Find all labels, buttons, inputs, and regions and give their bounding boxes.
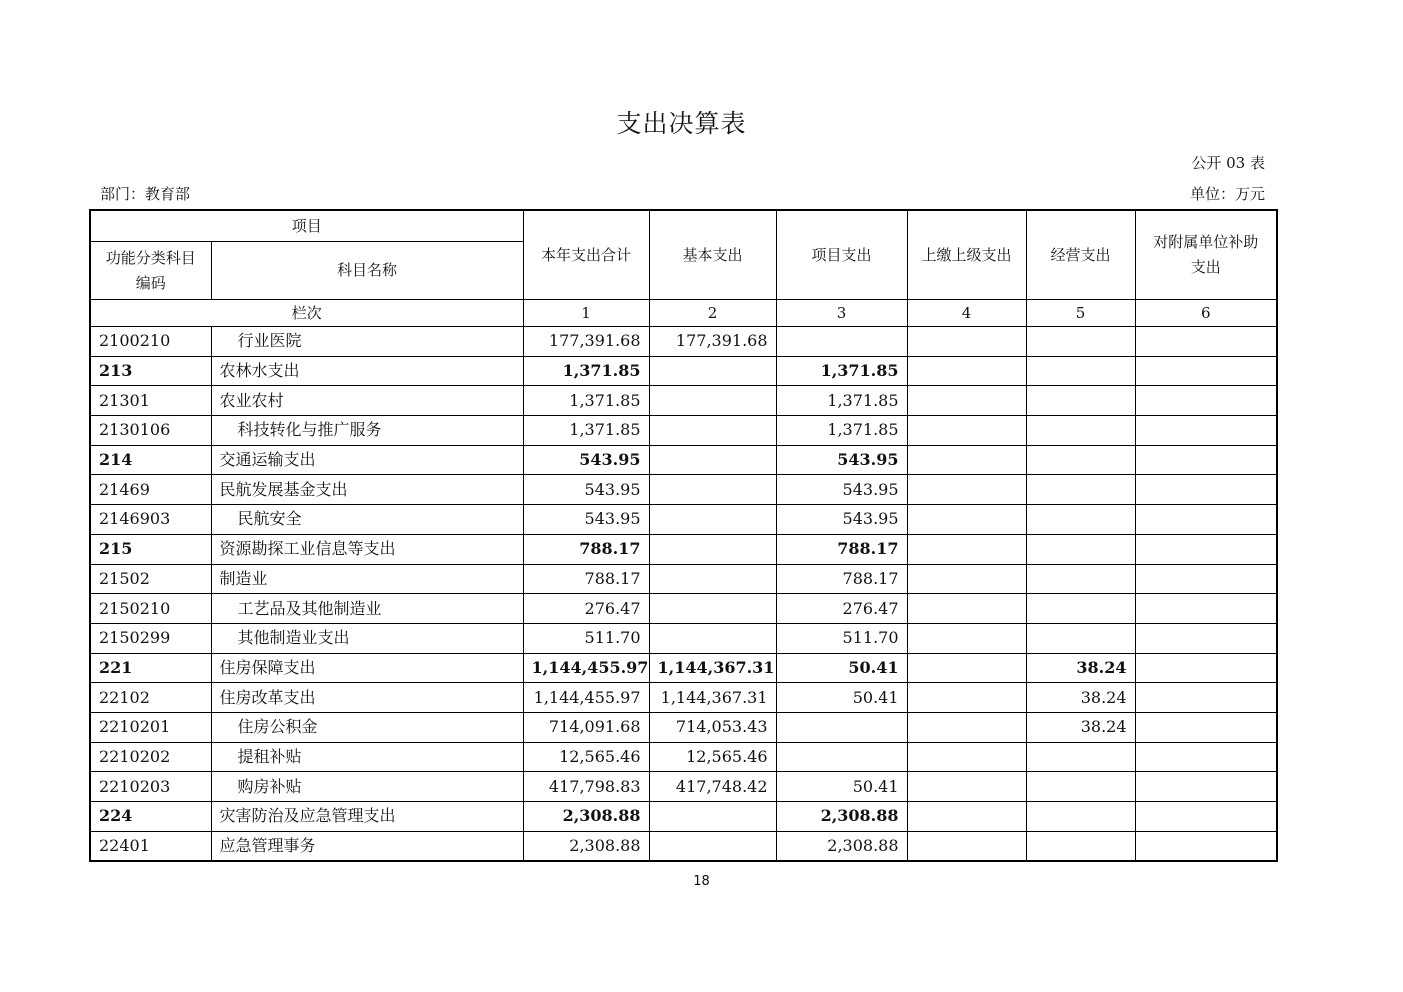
table-row (90, 475, 1277, 505)
row-value-v4 (907, 594, 1026, 624)
row-value-v1: 1,371.85 (523, 416, 649, 446)
row-value-v2: 12,565.46 (649, 742, 776, 772)
row-value-v6 (1135, 505, 1277, 535)
row-code: 2150299 (90, 623, 211, 653)
row-value-v5 (1026, 534, 1135, 564)
row-value-v1: 177,391.68 (523, 327, 649, 357)
row-value-v2 (649, 505, 776, 535)
row-value-v4 (907, 445, 1026, 475)
row-value-v1: 1,144,455.97 (523, 653, 649, 683)
row-value-v3 (776, 712, 907, 742)
row-code: 2130106 (90, 416, 211, 446)
row-name: 住房公积金 (211, 712, 523, 742)
row-value-v2 (649, 386, 776, 416)
row-value-v5 (1026, 742, 1135, 772)
row-value-v6 (1135, 445, 1277, 475)
row-value-v4 (907, 742, 1026, 772)
row-value-v2 (649, 356, 776, 386)
row-value-v1: 788.17 (523, 564, 649, 594)
row-code: 2210203 (90, 772, 211, 802)
row-value-v6 (1135, 416, 1277, 446)
row-value-v5 (1026, 831, 1135, 861)
row-value-v3: 1,371.85 (776, 416, 907, 446)
row-value-v1: 276.47 (523, 594, 649, 624)
row-value-v3: 543.95 (776, 475, 907, 505)
row-value-v3 (776, 742, 907, 772)
row-value-v6 (1135, 831, 1277, 861)
row-value-v5 (1026, 416, 1135, 446)
row-value-v6 (1135, 386, 1277, 416)
row-code: 214 (90, 445, 211, 475)
row-value-v2: 417,748.42 (649, 772, 776, 802)
row-value-v3: 2,308.88 (776, 831, 907, 861)
row-value-v6 (1135, 327, 1277, 357)
row-value-v5: 38.24 (1026, 712, 1135, 742)
row-value-v4 (907, 623, 1026, 653)
row-value-v1: 511.70 (523, 623, 649, 653)
row-value-v2: 1,144,367.31 (649, 683, 776, 713)
row-value-v6 (1135, 594, 1277, 624)
row-value-v4 (907, 534, 1026, 564)
table-row (90, 683, 1277, 713)
row-value-v3: 543.95 (776, 505, 907, 535)
row-value-v1: 2,308.88 (523, 831, 649, 861)
header-col-basic: 基本支出 (649, 210, 776, 300)
row-value-v4 (907, 356, 1026, 386)
row-value-v6 (1135, 475, 1277, 505)
row-value-v6 (1135, 712, 1277, 742)
row-value-v2 (649, 475, 776, 505)
row-value-v3: 788.17 (776, 564, 907, 594)
row-name: 购房补贴 (211, 772, 523, 802)
row-value-v5 (1026, 386, 1135, 416)
row-name: 行业医院 (211, 327, 523, 357)
header-col-number: 6 (1135, 300, 1277, 327)
table-row (90, 564, 1277, 594)
row-value-v4 (907, 802, 1026, 832)
row-name: 其他制造业支出 (211, 623, 523, 653)
row-name: 民航发展基金支出 (211, 475, 523, 505)
header-name: 科目名称 (211, 242, 523, 300)
form-number: 公开 03 表 (1191, 154, 1265, 172)
row-value-v6 (1135, 356, 1277, 386)
table-row (90, 445, 1277, 475)
header-row-1 (90, 210, 1277, 242)
row-code: 215 (90, 534, 211, 564)
table-row (90, 327, 1277, 357)
header-col-number: 4 (907, 300, 1026, 327)
row-value-v2 (649, 564, 776, 594)
row-value-v1: 543.95 (523, 475, 649, 505)
row-value-v5 (1026, 623, 1135, 653)
row-value-v4 (907, 772, 1026, 802)
row-value-v5 (1026, 564, 1135, 594)
row-name: 住房改革支出 (211, 683, 523, 713)
row-name: 应急管理事务 (211, 831, 523, 861)
row-value-v2 (649, 594, 776, 624)
row-code: 22102 (90, 683, 211, 713)
row-value-v5: 38.24 (1026, 683, 1135, 713)
row-value-v6 (1135, 623, 1277, 653)
header-col-index-label: 栏次 (90, 300, 523, 327)
row-code: 2146903 (90, 505, 211, 535)
row-code: 213 (90, 356, 211, 386)
row-name: 资源勘探工业信息等支出 (211, 534, 523, 564)
row-name: 农业农村 (211, 386, 523, 416)
row-name: 民航安全 (211, 505, 523, 535)
row-value-v1: 1,144,455.97 (523, 683, 649, 713)
department-label: 部门：教育部 (100, 185, 191, 203)
row-value-v5 (1026, 445, 1135, 475)
row-code: 221 (90, 653, 211, 683)
row-value-v3: 50.41 (776, 683, 907, 713)
row-code: 2150210 (90, 594, 211, 624)
row-value-v3: 50.41 (776, 653, 907, 683)
row-value-v1: 1,371.85 (523, 356, 649, 386)
row-value-v3 (776, 327, 907, 357)
row-value-v6 (1135, 683, 1277, 713)
table-row (90, 505, 1277, 535)
row-value-v1: 714,091.68 (523, 712, 649, 742)
row-value-v1: 417,798.83 (523, 772, 649, 802)
row-value-v6 (1135, 802, 1277, 832)
row-code: 21301 (90, 386, 211, 416)
row-value-v6 (1135, 772, 1277, 802)
row-code: 2210202 (90, 742, 211, 772)
row-value-v5 (1026, 356, 1135, 386)
row-name: 住房保障支出 (211, 653, 523, 683)
row-value-v1: 2,308.88 (523, 802, 649, 832)
row-value-v4 (907, 831, 1026, 861)
row-value-v4 (907, 683, 1026, 713)
page-number: 18 (693, 874, 710, 889)
header-item: 项目 (90, 210, 523, 242)
unit-label: 单位：万元 (1189, 185, 1265, 203)
row-value-v2 (649, 802, 776, 832)
row-value-v5: 38.24 (1026, 653, 1135, 683)
row-value-v3: 1,371.85 (776, 356, 907, 386)
row-value-v4 (907, 564, 1026, 594)
row-value-v3: 276.47 (776, 594, 907, 624)
header-col-project: 项目支出 (776, 210, 907, 300)
header-col-number: 3 (776, 300, 907, 327)
header-col-upper: 上缴上级支出 (907, 210, 1026, 300)
row-value-v1: 1,371.85 (523, 386, 649, 416)
row-value-v2: 1,144,367.31 (649, 653, 776, 683)
row-code: 2210201 (90, 712, 211, 742)
row-value-v3: 788.17 (776, 534, 907, 564)
row-value-v1: 788.17 (523, 534, 649, 564)
row-value-v1: 543.95 (523, 505, 649, 535)
row-value-v5 (1026, 327, 1135, 357)
row-value-v4 (907, 712, 1026, 742)
row-code: 21469 (90, 475, 211, 505)
row-value-v6 (1135, 742, 1277, 772)
row-value-v5 (1026, 505, 1135, 535)
row-code: 22401 (90, 831, 211, 861)
row-value-v2: 714,053.43 (649, 712, 776, 742)
row-name: 农林水支出 (211, 356, 523, 386)
row-value-v6 (1135, 564, 1277, 594)
row-name: 提租补贴 (211, 742, 523, 772)
row-code: 224 (90, 802, 211, 832)
table-row (90, 534, 1277, 564)
row-value-v1: 543.95 (523, 445, 649, 475)
row-value-v4 (907, 416, 1026, 446)
row-name: 灾害防治及应急管理支出 (211, 802, 523, 832)
table-row (90, 594, 1277, 624)
header-col-number: 2 (649, 300, 776, 327)
row-value-v5 (1026, 802, 1135, 832)
table-row (90, 802, 1277, 832)
table-row (90, 386, 1277, 416)
row-value-v3: 543.95 (776, 445, 907, 475)
header-col-number: 1 (523, 300, 649, 327)
expenditure-table (89, 209, 1278, 862)
row-value-v3: 50.41 (776, 772, 907, 802)
row-value-v3: 511.70 (776, 623, 907, 653)
table-row (90, 712, 1277, 742)
table-row (90, 742, 1277, 772)
row-value-v4 (907, 386, 1026, 416)
row-value-v2 (649, 416, 776, 446)
header-col-subsidy: 对附属单位补助支出 (1135, 210, 1277, 300)
row-value-v2 (649, 445, 776, 475)
row-name: 交通运输支出 (211, 445, 523, 475)
row-name: 科技转化与推广服务 (211, 416, 523, 446)
table-row (90, 772, 1277, 802)
row-value-v2 (649, 534, 776, 564)
row-value-v4 (907, 653, 1026, 683)
row-value-v5 (1026, 475, 1135, 505)
header-col-number: 5 (1026, 300, 1135, 327)
row-code: 21502 (90, 564, 211, 594)
table-row (90, 356, 1277, 386)
row-value-v1: 12,565.46 (523, 742, 649, 772)
table-row (90, 653, 1277, 683)
table-row (90, 416, 1277, 446)
row-value-v2 (649, 623, 776, 653)
row-value-v4 (907, 475, 1026, 505)
header-col-operating: 经营支出 (1026, 210, 1135, 300)
row-value-v5 (1026, 772, 1135, 802)
row-value-v4 (907, 327, 1026, 357)
page-title: 支出决算表 (616, 109, 747, 138)
table-row (90, 831, 1277, 861)
row-value-v6 (1135, 653, 1277, 683)
row-value-v3: 1,371.85 (776, 386, 907, 416)
row-value-v5 (1026, 594, 1135, 624)
header-col-total: 本年支出合计 (523, 210, 649, 300)
table-row (90, 623, 1277, 653)
row-code: 2100210 (90, 327, 211, 357)
row-value-v2: 177,391.68 (649, 327, 776, 357)
row-value-v4 (907, 505, 1026, 535)
row-value-v3: 2,308.88 (776, 802, 907, 832)
row-name: 制造业 (211, 564, 523, 594)
header-code: 功能分类科目编码 (90, 242, 211, 300)
row-value-v2 (649, 831, 776, 861)
row-name: 工艺品及其他制造业 (211, 594, 523, 624)
row-value-v6 (1135, 534, 1277, 564)
header-row-3 (90, 300, 1277, 327)
